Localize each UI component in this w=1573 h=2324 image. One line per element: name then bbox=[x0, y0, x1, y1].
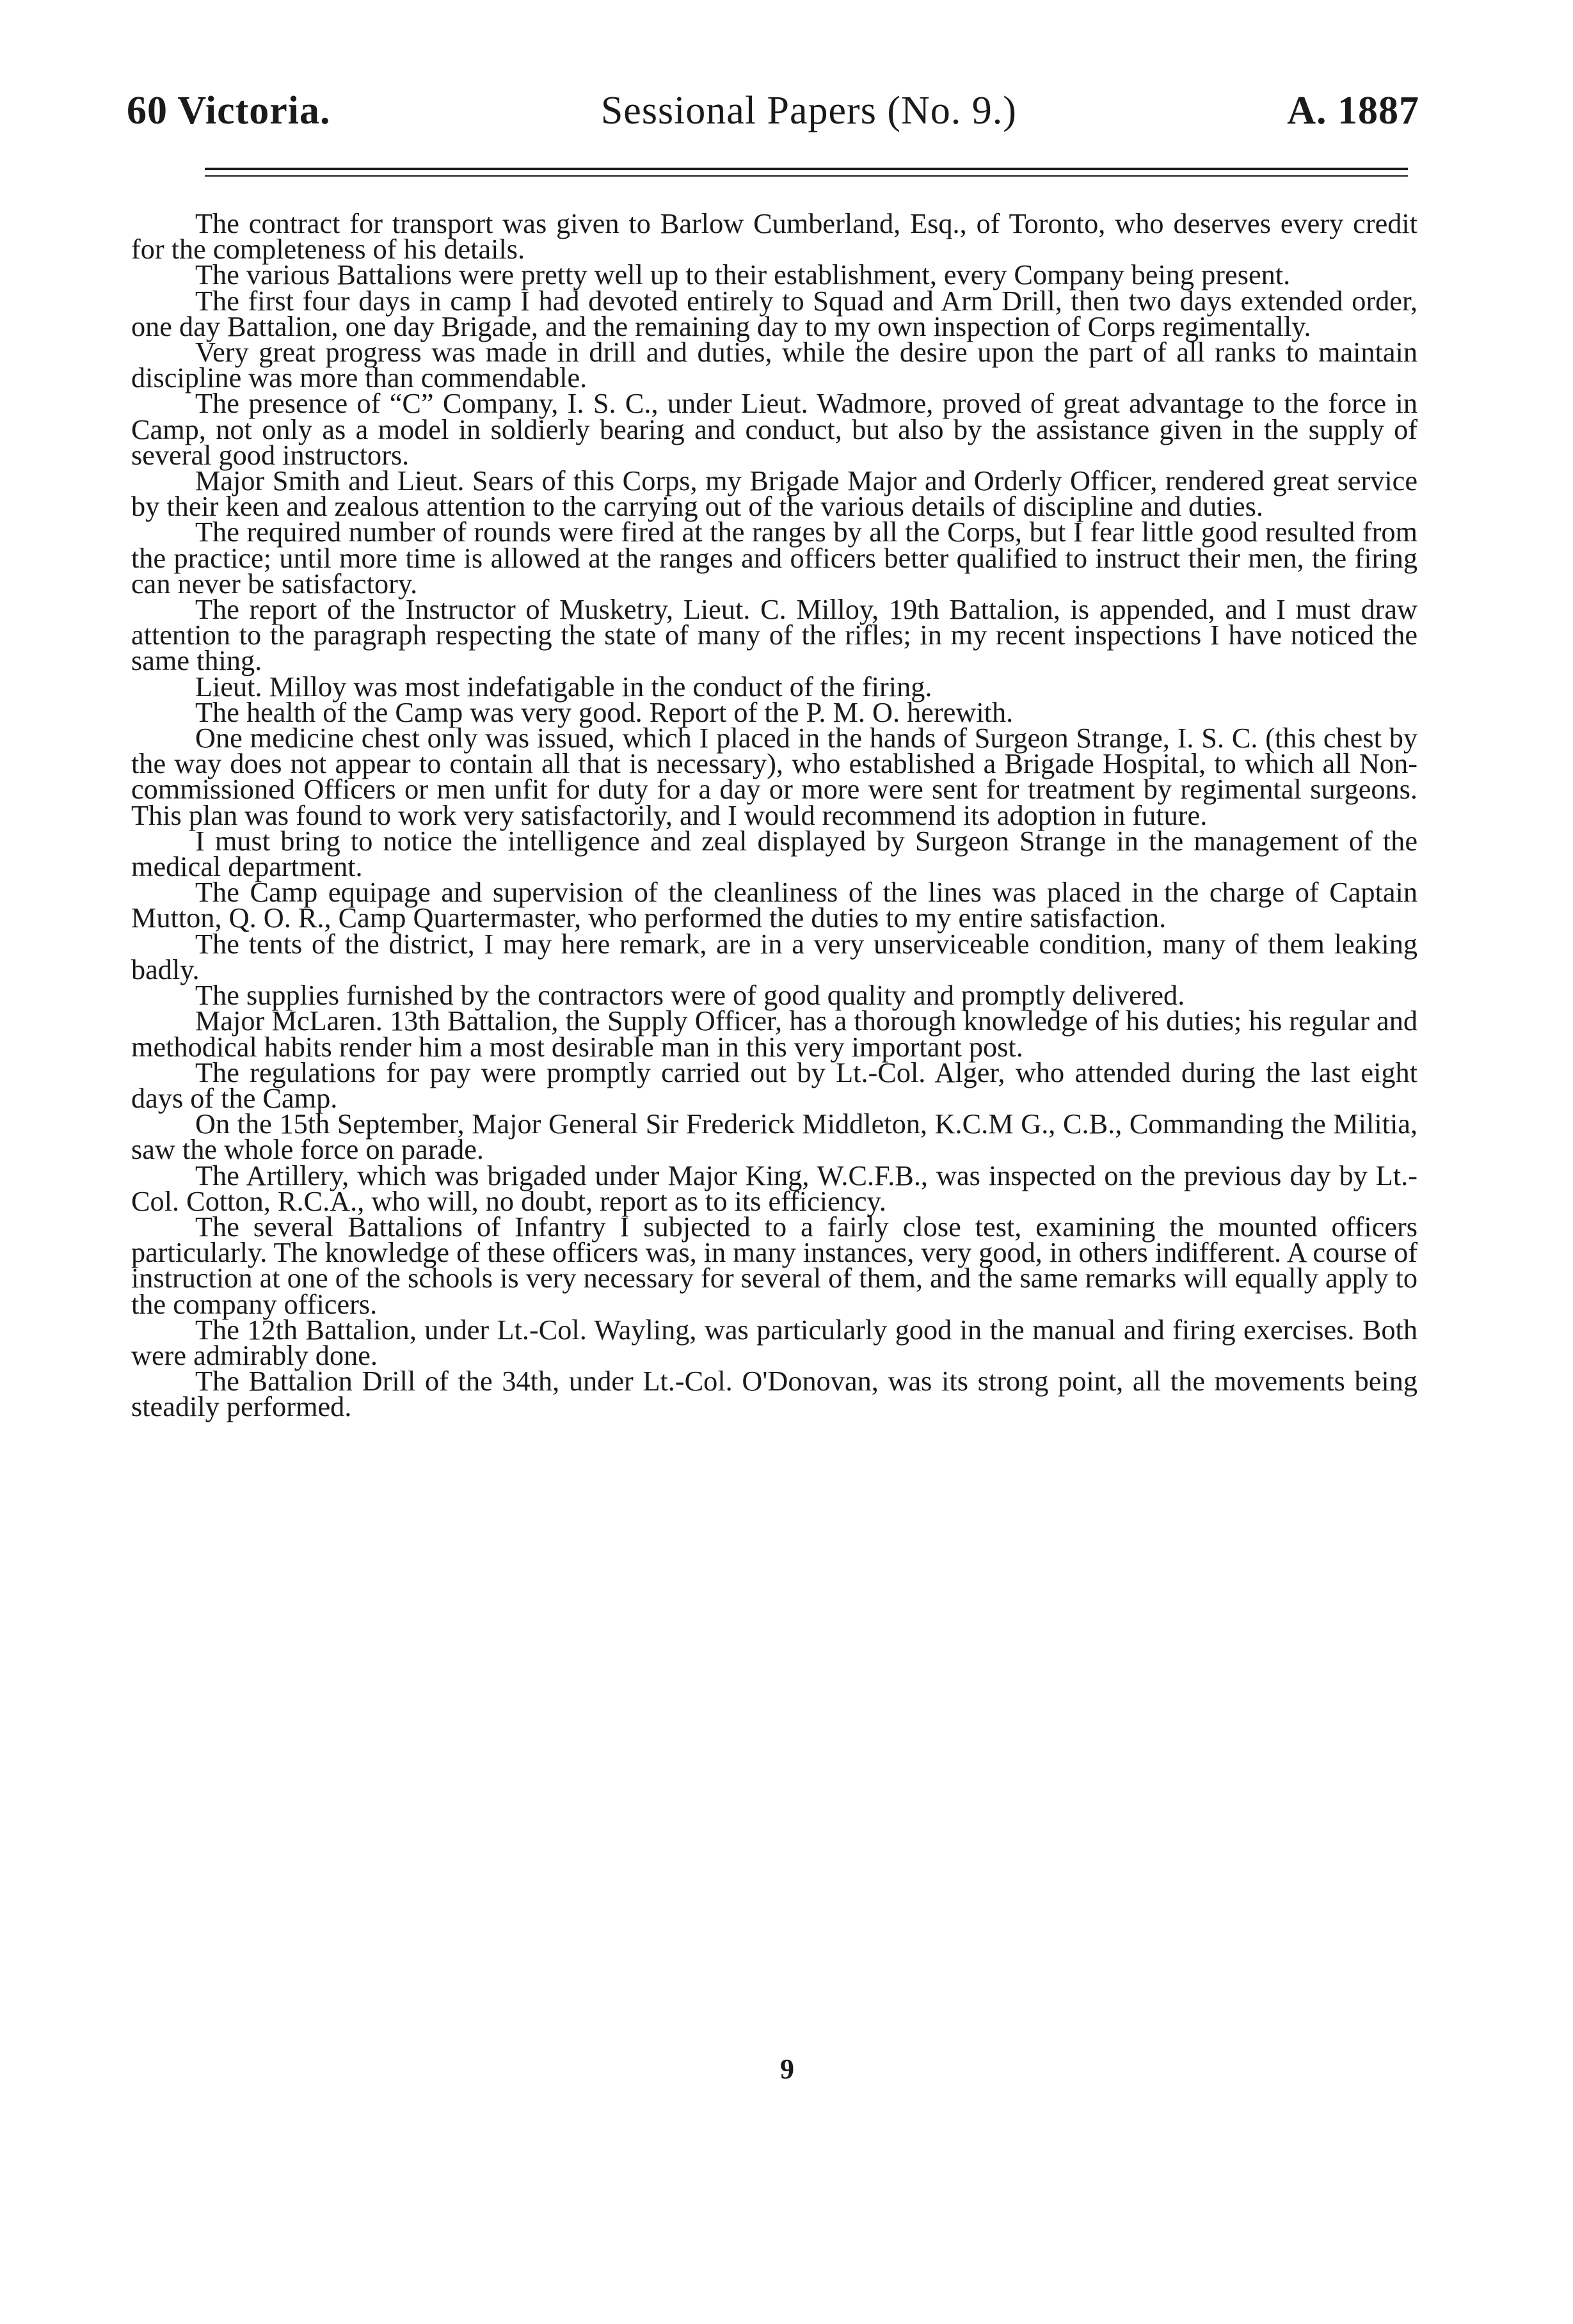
paragraph: The supplies furnished by the contractors were of good quality and promptly delivered. bbox=[195, 980, 1185, 1012]
paragraph: The health of the Camp was very good. Report of the P. M. O. herewith. bbox=[195, 696, 1014, 728]
paragraph: On the 15th September, Major General Sir Frederick Middleton, K.C.M G., C.B., Commanding the Militia, saw the whole force on parade. bbox=[131, 1108, 1417, 1166]
header-year: A. 1887 bbox=[1287, 89, 1419, 132]
header-title: Sessional Papers (No. 9.) bbox=[600, 89, 1017, 132]
paragraph: The contract for transport was given to Barlow Cumberland, Esq., of Toronto, who deserves every credit for the completeness of his details. bbox=[131, 208, 1417, 266]
paragraph: The several Battalions of Infantry I subjected to a fairly close test, examining the mounted officers particularly. The knowledge of these officers was, in many instances, very good, in others indifferent. A course of instruction at one of the schools is very necessary for several of them, and the same remarks will equally apply to the company officers. bbox=[131, 1211, 1417, 1320]
paragraph: Major Smith and Lieut. Sears of this Corps, my Brigade Major and Orderly Officer, rendered great service by their keen and zealous attention to the carrying out of the various details of discipline and duties. bbox=[131, 465, 1417, 523]
page-number: 9 bbox=[780, 2053, 794, 2085]
paragraph: The first four days in camp I had devoted entirely to Squad and Arm Drill, then two days extended order, one day Battalion, one day Brigade, and the remaining day to my own inspection of Corps regimentally. bbox=[131, 285, 1417, 342]
paragraph: The various Battalions were pretty well up to their establishment, every Company being present. bbox=[195, 259, 1291, 291]
paragraph: One medicine chest only was issued, which I placed in the hands of Surgeon Strange, I. S. C. (this chest by the way does not appear to contain all that is necessary), who established a Brigade Hospital, to which all Non-commissioned Officers or men unfit for duty for a day or more were sent for treatment by regimental surgeons. This plan was found to work very satisfactorily, and I would recommend its adoption in future. bbox=[131, 722, 1417, 831]
paragraph: The presence of “C” Company, I. S. C., under Lieut. Wadmore, proved of great advantage to the force in Camp, not only as a model in soldierly bearing and conduct, but also by the assistance given in the supply of several good instructors. bbox=[131, 388, 1417, 471]
paragraph: The Camp equipage and supervision of the cleanliness of the lines was placed in the charge of Captain Mutton, Q. O. R., Camp Quartermaster, who performed the duties to my entire satisfaction. bbox=[131, 877, 1417, 934]
paragraph: The required number of rounds were fired at the ranges by all the Corps, but I fear little good resulted from the practice; until more time is allowed at the ranges and officers better qualified to instruct their men, the firing can never be satisfactory. bbox=[131, 516, 1417, 600]
paragraph: The 12th Battalion, under Lt.-Col. Wayling, was particularly good in the manual and firing exercises. Both were admirably done. bbox=[131, 1314, 1417, 1371]
paragraph: The Battalion Drill of the 34th, under Lt.-Col. O'Donovan, was its strong point, all the movements being steadily performed. bbox=[131, 1365, 1417, 1423]
paragraph: I must bring to notice the intelligence and zeal displayed by Surgeon Strange in the management of the medical department. bbox=[131, 825, 1417, 883]
header-rule-thick bbox=[205, 168, 1408, 170]
body-text bbox=[131, 208, 1417, 1423]
paragraph: The Artillery, which was brigaded under Major King, W.C.F.B., was inspected on the previous day by Lt.-Col. Cotton, R.C.A., who will, no doubt, report as to its efficiency. bbox=[131, 1159, 1417, 1217]
header-volume: 60 Victoria. bbox=[127, 89, 331, 132]
paragraph: The regulations for pay were promptly carried out by Lt.-Col. Alger, who attended during the last eight days of the Camp. bbox=[131, 1056, 1417, 1114]
paragraph: Major McLaren. 13th Battalion, the Supply Officer, has a thorough knowledge of his duties; his regular and methodical habits render him a most desirable man in this very important post. bbox=[131, 1005, 1417, 1063]
running-header bbox=[127, 88, 1419, 146]
header-rule-thin bbox=[205, 175, 1408, 177]
paragraph: The report of the Instructor of Musketry, Lieut. C. Milloy, 19th Battalion, is appended, and I must draw attention to the paragraph respecting the state of many of the rifles; in my recent inspections I have noticed the same thing. bbox=[131, 594, 1417, 677]
paragraph: The tents of the district, I may here remark, are in a very unserviceable condition, many of them leaking badly. bbox=[131, 928, 1417, 985]
paragraph: Very great progress was made in drill and duties, while the desire upon the part of all ranks to maintain discipline was more than commendable. bbox=[131, 337, 1417, 394]
paragraph: Lieut. Milloy was most indefatigable in the conduct of the firing. bbox=[195, 671, 932, 703]
